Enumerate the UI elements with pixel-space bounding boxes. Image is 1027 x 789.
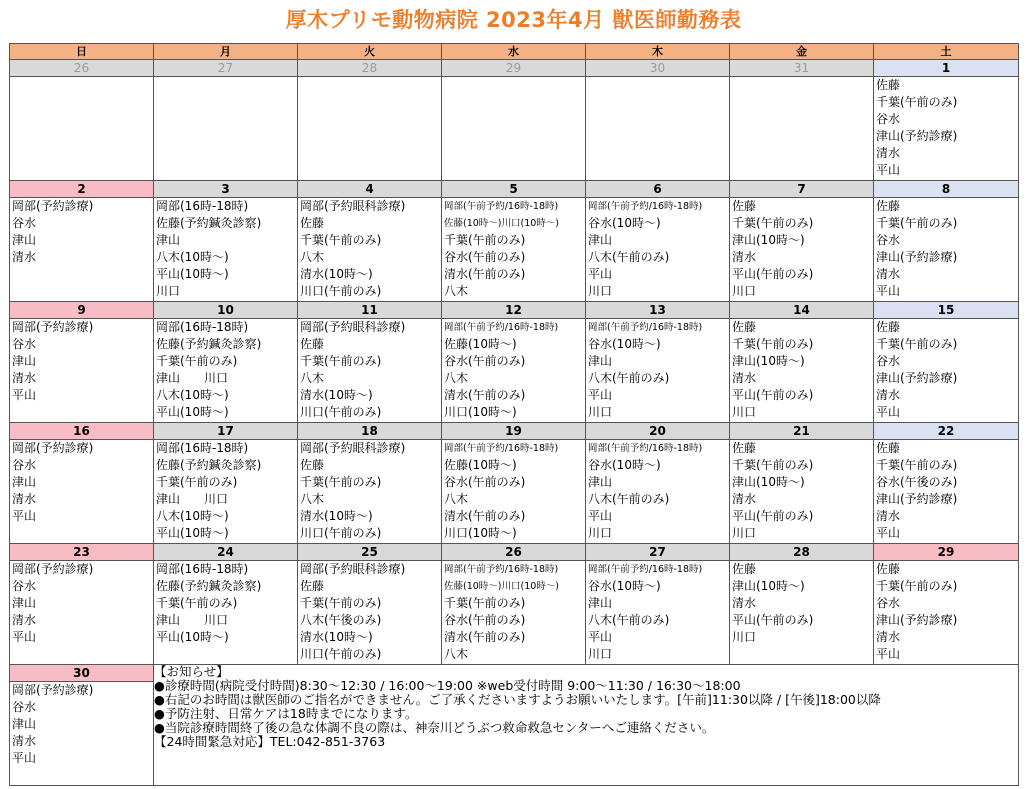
vet-entry: 八木 <box>444 284 469 298</box>
vet-entry: 川口 <box>588 284 613 298</box>
vet-entry: 岡部(午前予約/16時-18時) <box>444 322 559 333</box>
day-cell <box>154 440 298 544</box>
notice-heading: 【お知らせ】 <box>154 664 229 679</box>
vet-entry: 岡部(午前予約/16時-18時) <box>444 201 559 212</box>
vet-entry: 千葉(午前のみ) <box>156 475 238 489</box>
day-cell <box>154 319 298 423</box>
day-cell <box>586 198 730 302</box>
vet-entry: 津山(10時～) <box>732 354 805 368</box>
vet-entry: 谷水 <box>12 337 37 351</box>
vet-entry: 川口 <box>732 526 757 540</box>
vet-entry: 千葉(午前のみ) <box>876 95 958 109</box>
notice-box <box>154 665 1019 786</box>
vet-entry: 平山(午前のみ) <box>732 388 814 402</box>
vet-entry: 谷水 <box>12 579 37 593</box>
day-cell <box>154 561 298 665</box>
vet-entry: 八木(午前のみ) <box>588 613 670 627</box>
vet-entry: 津山 <box>12 475 37 489</box>
vet-entry: 谷水(午後のみ) <box>876 475 958 489</box>
vet-entry: 津山(予約診療) <box>876 371 958 385</box>
vet-entry: 津山(予約診療) <box>876 613 958 627</box>
notice-line: ●右記のお時間は獣医師のご指名ができません。ご了承くださいますようお願いいたします。[午前]11:30以降 / [午後]18:00以降 <box>154 692 881 707</box>
vet-entry: 岡部(午前予約/16時-18時) <box>588 322 703 333</box>
vet-entry: 佐藤(予約鍼灸診察) <box>156 337 262 351</box>
day-cell <box>874 561 1019 665</box>
weekday-sun: 日 <box>10 44 154 60</box>
vet-entry: 津山 川口 <box>156 492 229 506</box>
vet-entry: 平山 <box>12 751 37 765</box>
vet-entry: 谷水(午前のみ) <box>444 354 526 368</box>
weekday-mon: 月 <box>154 44 298 60</box>
vet-entry: 千葉(午前のみ) <box>300 354 382 368</box>
vet-entry: 八木(午前のみ) <box>588 371 670 385</box>
vet-entry: 岡部(16時-18時) <box>156 441 249 455</box>
vet-entry: 清水 <box>876 388 901 402</box>
vet-entry: 津山(予約診療) <box>876 250 958 264</box>
vet-entry: 清水 <box>732 596 757 610</box>
vet-entry: 岡部(予約診療) <box>12 562 94 576</box>
vet-entry: 岡部(16時-18時) <box>156 320 249 334</box>
vet-entry: 谷水 <box>876 112 901 126</box>
vet-entry: 平山 <box>12 388 37 402</box>
vet-entry: 千葉(午前のみ) <box>300 596 382 610</box>
vet-entry: 谷水(10時～) <box>588 458 661 472</box>
vet-entry: 岡部(予約診療) <box>12 683 94 697</box>
vet-entry: 川口(午前のみ) <box>300 526 382 540</box>
vet-entry: 岡部(予約診療) <box>12 320 94 334</box>
day-cell <box>730 198 874 302</box>
date-number: 27 <box>154 60 298 77</box>
date-number: 15 <box>874 302 1019 319</box>
vet-entry: 川口 <box>732 630 757 644</box>
day-cell <box>10 77 154 181</box>
vet-entry: 佐藤 <box>732 199 757 213</box>
vet-entry: 千葉(午前のみ) <box>876 337 958 351</box>
vet-entry: 平山 <box>876 405 901 419</box>
vet-entry: 岡部(予約眼科診療) <box>300 562 406 576</box>
date-number: 31 <box>730 60 874 77</box>
date-number: 2 <box>10 181 154 198</box>
vet-entry: 谷水 <box>12 458 37 472</box>
vet-entry: 川口 <box>732 405 757 419</box>
day-cell <box>874 440 1019 544</box>
weekday-tue: 火 <box>298 44 442 60</box>
date-number: 6 <box>586 181 730 198</box>
vet-entry: 八木(10時～) <box>156 250 229 264</box>
day-cell <box>154 77 298 181</box>
vet-entry: 佐藤 <box>300 458 325 472</box>
vet-entry: 津山(10時～) <box>732 475 805 489</box>
vet-entry: 津山 川口 <box>156 371 229 385</box>
vet-entry: 川口(10時～) <box>444 405 517 419</box>
vet-entry: 平山 <box>876 647 901 661</box>
staff-row <box>10 561 1019 665</box>
vet-entry: 清水 <box>732 250 757 264</box>
day-cell <box>730 319 874 423</box>
vet-entry: 佐藤(予約鍼灸診察) <box>156 216 262 230</box>
vet-entry: 谷水 <box>876 596 901 610</box>
vet-entry: 千葉(午前のみ) <box>156 596 238 610</box>
date-number: 18 <box>298 423 442 440</box>
vet-entry: 佐藤 <box>876 78 901 92</box>
vet-entry: 津山(10時～) <box>732 579 805 593</box>
vet-entry: 平山(午前のみ) <box>732 509 814 523</box>
date-number: 29 <box>442 60 586 77</box>
date-number: 29 <box>874 544 1019 561</box>
date-number: 11 <box>298 302 442 319</box>
vet-entry: 千葉(午前のみ) <box>444 233 526 247</box>
vet-entry: 岡部(予約診療) <box>12 199 94 213</box>
vet-entry: 清水 <box>12 734 37 748</box>
day-cell <box>586 440 730 544</box>
vet-entry: 清水 <box>732 371 757 385</box>
vet-entry: 平山(10時～) <box>156 630 229 644</box>
vet-entry: 川口 <box>588 526 613 540</box>
date-row <box>10 665 1019 682</box>
vet-entry: 津山 <box>588 354 613 368</box>
vet-entry: 佐藤 <box>876 320 901 334</box>
page-title: 厚木プリモ動物病院 2023年4月 獣医師勤務表 <box>285 8 742 32</box>
date-number: 25 <box>298 544 442 561</box>
vet-entry: 八木 <box>300 492 325 506</box>
vet-entry: 佐藤 <box>300 337 325 351</box>
vet-entry: 佐藤(10時～) <box>444 458 517 472</box>
staff-row <box>10 319 1019 423</box>
staff-row <box>10 440 1019 544</box>
day-cell <box>442 198 586 302</box>
vet-entry: 八木 <box>444 371 469 385</box>
vet-entry: 佐藤 <box>300 216 325 230</box>
vet-entry: 佐藤(予約鍼灸診察) <box>156 458 262 472</box>
staff-row <box>10 198 1019 302</box>
vet-entry: 千葉(午前のみ) <box>156 354 238 368</box>
day-cell <box>154 198 298 302</box>
vet-entry: 清水 <box>876 146 901 160</box>
notice-line: 【24時間緊急対応】TEL:042-851-3763 <box>154 734 386 749</box>
vet-entry: 平山(午前のみ) <box>732 613 814 627</box>
vet-entry: 清水 <box>12 371 37 385</box>
vet-entry: 岡部(16時-18時) <box>156 562 249 576</box>
vet-entry: 佐藤 <box>732 562 757 576</box>
vet-entry: 津山(10時～) <box>732 233 805 247</box>
vet-entry: 平山 <box>588 388 613 402</box>
day-cell <box>442 440 586 544</box>
vet-entry: 八木(午前のみ) <box>588 492 670 506</box>
day-cell <box>442 319 586 423</box>
vet-entry: 佐藤 <box>300 579 325 593</box>
day-cell <box>442 77 586 181</box>
vet-entry: 平山 <box>588 630 613 644</box>
vet-entry: 津山 <box>588 233 613 247</box>
vet-entry: 津山 <box>588 596 613 610</box>
day-cell <box>586 561 730 665</box>
vet-entry: 佐藤(予約鍼灸診察) <box>156 579 262 593</box>
vet-entry: 清水 <box>12 492 37 506</box>
vet-entry: 清水(午前のみ) <box>444 630 526 644</box>
vet-entry: 佐藤(10時～)川口(10時～) <box>444 218 560 229</box>
day-cell <box>586 77 730 181</box>
vet-entry: 岡部(午前予約/16時-18時) <box>588 201 703 212</box>
vet-entry: 清水(10時～) <box>300 509 373 523</box>
vet-entry: 千葉(午前のみ) <box>300 233 382 247</box>
vet-entry: 八木(10時～) <box>156 388 229 402</box>
vet-entry: 川口 <box>156 284 181 298</box>
vet-entry: 清水(10時～) <box>300 630 373 644</box>
day-cell <box>10 319 154 423</box>
vet-entry: 佐藤 <box>876 441 901 455</box>
date-number: 14 <box>730 302 874 319</box>
date-number: 16 <box>10 423 154 440</box>
vet-entry: 岡部(午前予約/16時-18時) <box>444 443 559 454</box>
vet-entry: 千葉(午前のみ) <box>876 579 958 593</box>
date-number: 30 <box>10 665 154 682</box>
date-row <box>10 544 1019 561</box>
vet-entry: 八木 <box>444 492 469 506</box>
date-number: 30 <box>586 60 730 77</box>
vet-entry: 清水 <box>12 250 37 264</box>
vet-entry: 谷水 <box>876 233 901 247</box>
notice-line: ●当院診療時間終了後の急な体調不良の際は、神奈川どうぶつ救命救急センターへご連絡ください。 <box>154 720 715 735</box>
date-number: 5 <box>442 181 586 198</box>
day-cell <box>298 319 442 423</box>
vet-entry: 八木(午前のみ) <box>588 250 670 264</box>
date-number: 19 <box>442 423 586 440</box>
notice-line: ●診療時間(病院受付時間)8:30～12:30 / 16:00～19:00 ※web受付時間 9:00～11:30 / 16:30～18:00 <box>154 678 741 693</box>
vet-entry: 津山 川口 <box>156 613 229 627</box>
date-number: 10 <box>154 302 298 319</box>
vet-entry: 谷水 <box>876 354 901 368</box>
vet-entry: 八木(午後のみ) <box>300 613 382 627</box>
vet-entry: 津山(予約診療) <box>876 492 958 506</box>
vet-entry: 谷水(10時～) <box>588 579 661 593</box>
vet-entry: 平山 <box>588 509 613 523</box>
weekday-wed: 水 <box>442 44 586 60</box>
vet-entry: 谷水(午前のみ) <box>444 475 526 489</box>
vet-entry: 平山(10時～) <box>156 267 229 281</box>
vet-entry: 谷水(午前のみ) <box>444 613 526 627</box>
vet-entry: 川口(午前のみ) <box>300 647 382 661</box>
vet-entry: 谷水 <box>12 700 37 714</box>
date-number: 17 <box>154 423 298 440</box>
vet-entry: 平山 <box>876 284 901 298</box>
vet-entry: 八木 <box>300 250 325 264</box>
date-number: 1 <box>874 60 1019 77</box>
vet-entry: 谷水 <box>12 216 37 230</box>
notice-line: ●予防注射、日常ケアは18時までになります。 <box>154 706 418 721</box>
day-cell <box>874 198 1019 302</box>
vet-entry: 八木 <box>444 647 469 661</box>
date-row <box>10 181 1019 198</box>
vet-entry: 清水 <box>876 630 901 644</box>
day-cell <box>730 561 874 665</box>
day-cell <box>10 561 154 665</box>
vet-entry: 清水(午前のみ) <box>444 509 526 523</box>
vet-entry: 清水(午前のみ) <box>444 267 526 281</box>
vet-entry: 岡部(午前予約/16時-18時) <box>588 443 703 454</box>
vet-entry: 平山(10時～) <box>156 526 229 540</box>
vet-entry: 津山(予約診療) <box>876 129 958 143</box>
weekday-sat: 土 <box>874 44 1019 60</box>
day-cell <box>298 77 442 181</box>
vet-entry: 佐藤 <box>876 562 901 576</box>
date-number: 4 <box>298 181 442 198</box>
vet-entry: 谷水(10時～) <box>588 216 661 230</box>
date-number: 26 <box>442 544 586 561</box>
vet-entry: 津山 <box>12 717 37 731</box>
vet-entry: 平山 <box>12 509 37 523</box>
date-number: 22 <box>874 423 1019 440</box>
vet-entry: 清水 <box>732 492 757 506</box>
date-number: 28 <box>298 60 442 77</box>
date-number: 7 <box>730 181 874 198</box>
vet-entry: 佐藤 <box>876 199 901 213</box>
vet-entry: 川口(午前のみ) <box>300 405 382 419</box>
weekday-fri: 金 <box>730 44 874 60</box>
vet-entry: 千葉(午前のみ) <box>444 596 526 610</box>
date-number: 3 <box>154 181 298 198</box>
vet-entry: 岡部(予約診療) <box>12 441 94 455</box>
day-cell <box>874 77 1019 181</box>
day-cell <box>298 440 442 544</box>
vet-entry: 清水 <box>876 267 901 281</box>
vet-entry: 佐藤 <box>732 441 757 455</box>
date-number: 20 <box>586 423 730 440</box>
date-number: 21 <box>730 423 874 440</box>
vet-entry: 平山 <box>588 267 613 281</box>
day-cell <box>298 198 442 302</box>
vet-entry: 平山 <box>876 163 901 177</box>
vet-entry: 千葉(午前のみ) <box>732 337 814 351</box>
vet-entry: 千葉(午前のみ) <box>732 216 814 230</box>
vet-entry: 佐藤 <box>732 320 757 334</box>
vet-entry: 平山 <box>876 526 901 540</box>
staff-row <box>10 77 1019 181</box>
vet-entry: 岡部(午前予約/16時-18時) <box>444 564 559 575</box>
date-number: 28 <box>730 544 874 561</box>
date-number: 23 <box>10 544 154 561</box>
vet-entry: 清水(午前のみ) <box>444 388 526 402</box>
vet-entry: 清水 <box>876 509 901 523</box>
schedule-calendar <box>9 43 1019 786</box>
date-number: 8 <box>874 181 1019 198</box>
day-cell <box>730 77 874 181</box>
date-number: 27 <box>586 544 730 561</box>
day-cell <box>442 561 586 665</box>
day-cell <box>10 198 154 302</box>
weekday-thu: 木 <box>586 44 730 60</box>
day-cell <box>730 440 874 544</box>
vet-entry: 津山 <box>12 596 37 610</box>
date-row <box>10 423 1019 440</box>
date-number: 9 <box>10 302 154 319</box>
vet-entry: 千葉(午前のみ) <box>300 475 382 489</box>
vet-entry: 谷水(午前のみ) <box>444 250 526 264</box>
date-number: 13 <box>586 302 730 319</box>
vet-entry: 八木(10時～) <box>156 509 229 523</box>
vet-entry: 清水(10時～) <box>300 388 373 402</box>
vet-entry: 平山(10時～) <box>156 405 229 419</box>
vet-entry: 谷水(10時～) <box>588 337 661 351</box>
vet-entry: 平山 <box>12 630 37 644</box>
vet-entry: 千葉(午前のみ) <box>732 458 814 472</box>
vet-entry: 川口 <box>588 405 613 419</box>
day-cell <box>298 561 442 665</box>
vet-entry: 岡部(予約眼科診療) <box>300 441 406 455</box>
vet-entry: 津山 <box>12 354 37 368</box>
vet-entry: 佐藤(10時～)川口(10時～) <box>444 581 560 592</box>
vet-entry: 八木 <box>300 371 325 385</box>
vet-entry: 川口 <box>732 284 757 298</box>
date-number: 24 <box>154 544 298 561</box>
date-row <box>10 60 1019 77</box>
vet-entry: 千葉(午前のみ) <box>876 458 958 472</box>
vet-entry: 津山 <box>12 233 37 247</box>
vet-entry: 平山(午前のみ) <box>732 267 814 281</box>
day-cell <box>874 319 1019 423</box>
vet-entry: 津山 <box>156 233 181 247</box>
vet-entry: 清水(10時～) <box>300 267 373 281</box>
vet-entry: 岡部(予約眼科診療) <box>300 199 406 213</box>
vet-entry: 千葉(午前のみ) <box>876 216 958 230</box>
day-cell <box>586 319 730 423</box>
day-cell <box>10 440 154 544</box>
vet-entry: 川口(10時～) <box>444 526 517 540</box>
weekday-header-row <box>10 44 1019 60</box>
vet-entry: 岡部(午前予約/16時-18時) <box>588 564 703 575</box>
date-number: 12 <box>442 302 586 319</box>
vet-entry: 岡部(16時-18時) <box>156 199 249 213</box>
vet-entry: 津山 <box>588 475 613 489</box>
vet-entry: 佐藤(10時～) <box>444 337 517 351</box>
vet-entry: 川口(午前のみ) <box>300 284 382 298</box>
vet-entry: 岡部(予約眼科診療) <box>300 320 406 334</box>
day-cell <box>10 682 154 786</box>
date-number: 26 <box>10 60 154 77</box>
vet-entry: 川口 <box>588 647 613 661</box>
vet-entry: 清水 <box>12 613 37 627</box>
date-row <box>10 302 1019 319</box>
